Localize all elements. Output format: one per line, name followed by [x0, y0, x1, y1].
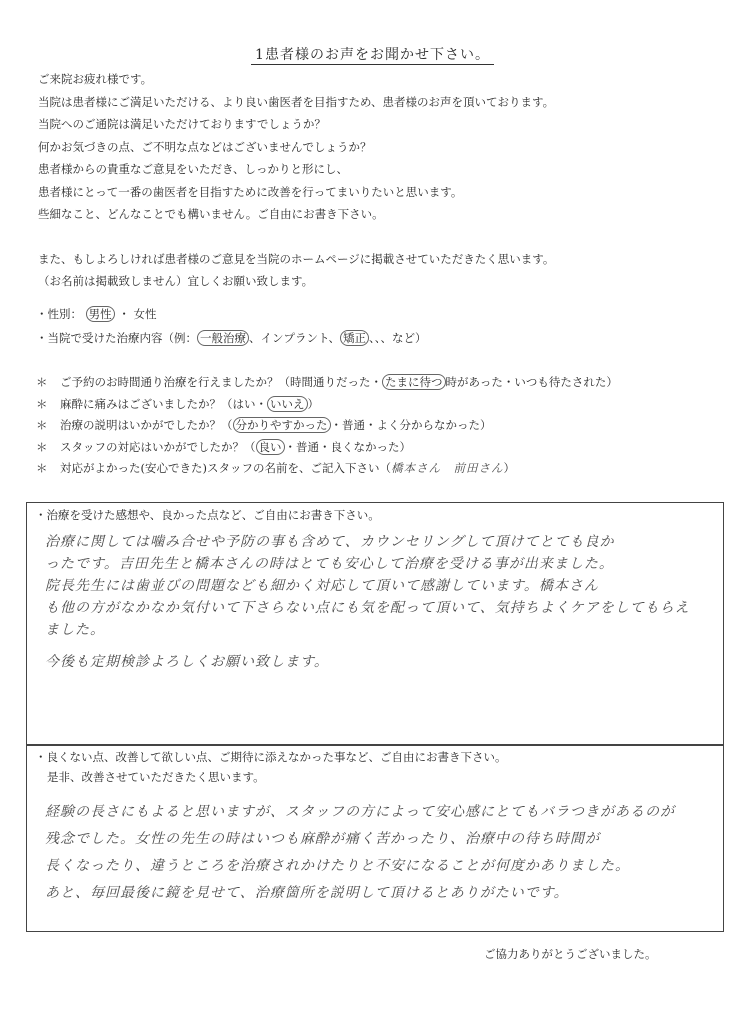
answer-selected[interactable]: いいえ: [267, 396, 308, 412]
handwritten-line: 治療に関しては噛み合せや予防の事も含めて、カウンセリングして頂けてとても良か: [45, 534, 615, 550]
patient-info: [36, 302, 726, 350]
treatment-option-general[interactable]: 一般治療: [197, 330, 249, 346]
question-staff: ＊ スタッフの対応はいかがでしたか？（ 良い ・普通・良くなかった）: [36, 439, 411, 454]
bad-points-handwriting: [45, 799, 715, 907]
answer-selected[interactable]: たまに待つ: [382, 374, 446, 390]
intro-line: 当院は患者様にご満足いただける、より良い歯医者を目指すため、患者様のお声を頂いております。: [38, 94, 555, 109]
intro-text: [38, 68, 718, 293]
intro-line: 些細なこと、どんなことでも構いません。ご自由にお書き下さい。: [38, 207, 384, 221]
treatment-row: ・当院で受けた治療内容（例： 一般治療 、インプラント、 矯正 、、、など）: [36, 331, 427, 345]
question-explanation: ＊ 治療の説明はいかがでしたか？（ 分かりやすかった ・普通・よく分からなかった）: [36, 418, 492, 432]
gender-row: ・性別： 男性 ・ 女性: [36, 307, 157, 321]
intro-line: 患者様からの貴重なご意見をいただき、しっかりと形にし、: [38, 162, 349, 176]
thanks-text: ご協力ありがとうございました。: [484, 947, 657, 961]
question-wait-time: ＊ ご予約のお時間通り治療を行えましたか？（時間通りだった・ たまに待つ 時があった・いつも待たされた）: [36, 375, 618, 389]
handwritten-line: ました。: [45, 622, 105, 638]
bad-points-label: ・良くない点、改善して欲しい点、ご期待に添えなかった事など、ご自由にお書き下さい。: [35, 750, 507, 764]
intro-line: 患者様にとって一番の歯医者を目指すために改善を行ってまいりたいと思います。: [38, 184, 463, 199]
handwritten-line: も他の方がなかなか気付いて下さらない点にも気を配って頂いて、気持ちよくケアをしてもらえ: [45, 600, 690, 616]
good-points-label: ・治療を受けた感想や、良かった点など、ご自由にお書き下さい。: [35, 508, 380, 522]
intro-line: 当院へのご通院は満足いただけておりますでしょうか？: [38, 117, 326, 131]
bad-points-sublabel: 是非、改善させていただきたく思います。: [47, 770, 265, 784]
form-title: 1患者様のお声をお聞かせ下さい。: [0, 44, 745, 64]
handwritten-line: 今後も定期検診よろしくお願い致します。: [45, 654, 329, 670]
answer-selected[interactable]: 分かりやすかった: [233, 417, 331, 433]
survey-questions: [36, 372, 726, 480]
handwritten-line: 経験の長さにもよると思いますが、スタッフの方によって安心感にとてもバラつきがあるのが: [45, 804, 675, 820]
question-anesthesia: ＊ 麻酔に痛みはございましたか？（はい・ いいえ ）: [36, 396, 319, 411]
handwritten-line: 残念でした。女性の先生の時はいつも麻酔が痛く苦かったり、治療中の待ち時間が: [45, 831, 600, 847]
intro-line: 何かお気づきの点、ご不明な点などはございませんでしょうか？: [38, 139, 372, 154]
gender-label: ・性別：: [36, 307, 82, 321]
handwritten-line: あと、毎回最後に鏡を見せて、治療箇所を説明して頂けるとありがたいです。: [45, 885, 569, 901]
handwritten-line: 院長先生には歯並びの問題なども細かく対応して頂いて感謝しています。橋本さん: [45, 578, 599, 594]
good-points-handwriting: [45, 531, 715, 673]
bad-points-box[interactable]: [26, 744, 724, 932]
staff-names-handwritten[interactable]: 橋本さん 前田さん: [390, 461, 504, 475]
treatment-option-ortho[interactable]: 矯正: [340, 330, 369, 346]
good-points-box[interactable]: [26, 502, 724, 746]
gender-option-male[interactable]: 男性: [86, 306, 115, 322]
homepage-note-line: また、もしよろしければ患者様のご意見を当院のホームページに掲載させていただきたく思います。: [38, 251, 555, 266]
homepage-note-line: （お名前は掲載致しません）宜しくお願い致します。: [38, 274, 314, 288]
question-staff-names: ＊ 対応がよかった(安心できた)スタッフの名前を、ご記入下さい（橋本さん 前田さん）: [36, 461, 515, 475]
answer-selected[interactable]: 良い: [256, 439, 285, 455]
intro-line: ご来院お疲れ様です。: [38, 72, 153, 86]
gender-option-female[interactable]: 女性: [133, 307, 157, 321]
handwritten-line: 長くなったり、違うところを治療されかけたりと不安になることが何度かありました。: [45, 858, 630, 874]
handwritten-line: ったです。吉田先生と橋本さんの時はとても安心して治療を受ける事が出来ました。: [45, 556, 614, 572]
